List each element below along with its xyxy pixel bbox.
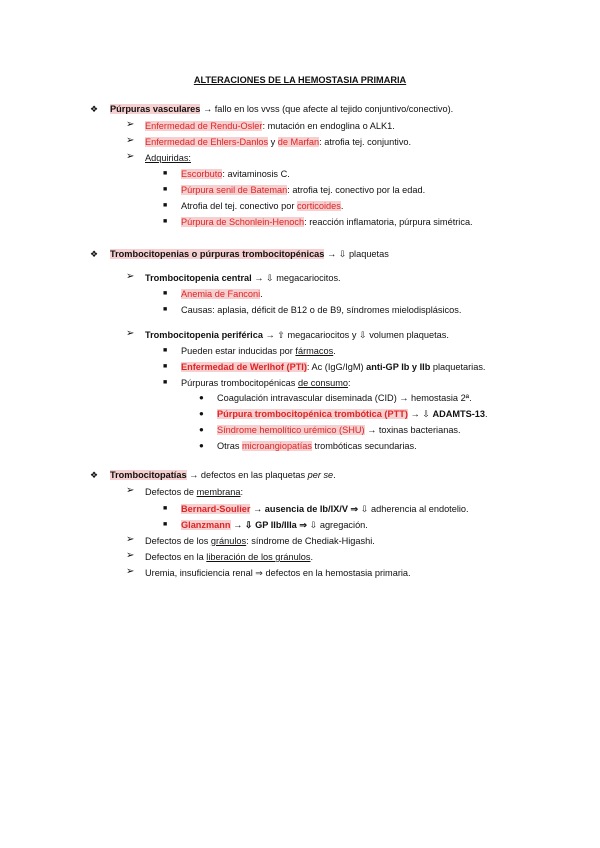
section-trombocitopatias: Trombocitopatías → defectos en las plaquetas per se. [110, 470, 336, 480]
list-item: Pueden estar inducidas por fármacos. [181, 346, 336, 356]
arrow-bullet-icon: ➢ [126, 550, 135, 561]
square-bullet-icon: ■ [163, 186, 168, 193]
arrow-bullet-icon: ➢ [126, 328, 135, 339]
square-bullet-icon: ■ [163, 170, 168, 177]
square-bullet-icon: ■ [163, 379, 168, 386]
list-item: Uremia, insuficiencia renal ⇒ defectos en la hemostasia primaria. [145, 568, 411, 578]
arrow-bullet-icon: ➢ [126, 119, 135, 130]
list-item: Otras microangiopatías trombóticas secundarias. [217, 441, 417, 451]
list-item: Trombocitopenia central → ⇩ megacariocitos. [145, 273, 341, 283]
list-item: Defectos de los gránulos: síndrome de Chediak-Higashi. [145, 536, 375, 546]
arrow-bullet-icon: ➢ [126, 485, 135, 496]
list-item: Causas: aplasia, déficit de B12 o de B9, síndromes mielodisplásicos. [181, 305, 462, 315]
dot-bullet-icon: ● [199, 393, 204, 402]
list-item: Defectos en la liberación de los gránulos. [145, 552, 314, 562]
dot-bullet-icon: ● [199, 441, 204, 450]
square-bullet-icon: ■ [163, 306, 168, 313]
list-item: Escorbuto: avitaminosis C. [181, 169, 290, 179]
section-heading: Trombocitopenias o púrpuras trombocitopénicas [110, 249, 325, 259]
page-title: ALTERACIONES DE LA HEMOSTASIA PRIMARIA [193, 75, 407, 85]
list-item: Atrofia del tej. conectivo por corticoides. [181, 201, 344, 211]
section-heading: Trombocitopatías [110, 470, 187, 480]
section-trombocitopenias: Trombocitopenias o púrpuras trombocitopénicas → ⇩ plaquetas [110, 249, 389, 259]
arrow-bullet-icon: ➢ [126, 151, 135, 162]
list-item: Adquiridas: [145, 153, 191, 163]
list-item: Síndrome hemolítico urémico (SHU) → toxinas bacterianas. [217, 425, 461, 435]
list-item: Púrpura de Schonlein-Henoch: reacción inflamatoria, púrpura simétrica. [181, 217, 473, 227]
dot-bullet-icon: ● [199, 409, 204, 418]
square-bullet-icon: ■ [163, 290, 168, 297]
diamond-bullet-icon: ❖ [90, 249, 99, 259]
list-item: Enfermedad de Ehlers-Danlos y de Marfan: atrofia tej. conjuntivo. [145, 137, 412, 147]
square-bullet-icon: ■ [163, 347, 168, 354]
list-item: Bernard-Soulier → ausencia de Ib/IX/V ⇒ ⇩ adherencia al endotelio. [181, 504, 469, 514]
square-bullet-icon: ■ [163, 363, 168, 370]
square-bullet-icon: ■ [163, 505, 168, 512]
list-item: Púrpura trombocitopénica trombótica (PTT) → ⇩ ADAMTS-13. [217, 409, 488, 419]
square-bullet-icon: ■ [163, 202, 168, 209]
arrow-bullet-icon: ➢ [126, 271, 135, 282]
list-item: Anemia de Fanconi. [181, 289, 263, 299]
list-item: Púrpuras trombocitopénicas de consumo: [181, 378, 351, 388]
square-bullet-icon: ■ [163, 218, 168, 225]
list-item: Trombocitopenia periférica → ⇧ megacariocitos y ⇩ volumen plaquetas. [145, 330, 449, 340]
diamond-bullet-icon: ❖ [90, 104, 99, 114]
section-vasculares: Púrpuras vasculares → fallo en los vvss (que afecte al tejido conjuntivo/conectivo). [110, 104, 454, 114]
arrow-bullet-icon: ➢ [126, 566, 135, 577]
arrow-bullet-icon: ➢ [126, 135, 135, 146]
square-bullet-icon: ■ [163, 521, 168, 528]
list-item: Glanzmann → ⇩ GP IIb/IIIa ⇒ ⇩ agregación. [181, 520, 368, 530]
list-item: Coagulación intravascular diseminada (CID) → hemostasia 2ª. [217, 393, 472, 403]
arrow-bullet-icon: ➢ [126, 534, 135, 545]
dot-bullet-icon: ● [199, 425, 204, 434]
list-item: Enfermedad de Werlhof (PTI): Ac (IgG/IgM) anti-GP Ib y IIb plaquetarias. [181, 362, 486, 372]
diamond-bullet-icon: ❖ [90, 470, 99, 480]
section-heading: Púrpuras vasculares [110, 104, 201, 114]
list-item: Púrpura senil de Bateman: atrofia tej. conectivo por la edad. [181, 185, 426, 195]
list-item: Enfermedad de Rendu-Osler: mutación en endoglina o ALK1. [145, 121, 395, 131]
list-item: Defectos de membrana: [145, 487, 244, 497]
